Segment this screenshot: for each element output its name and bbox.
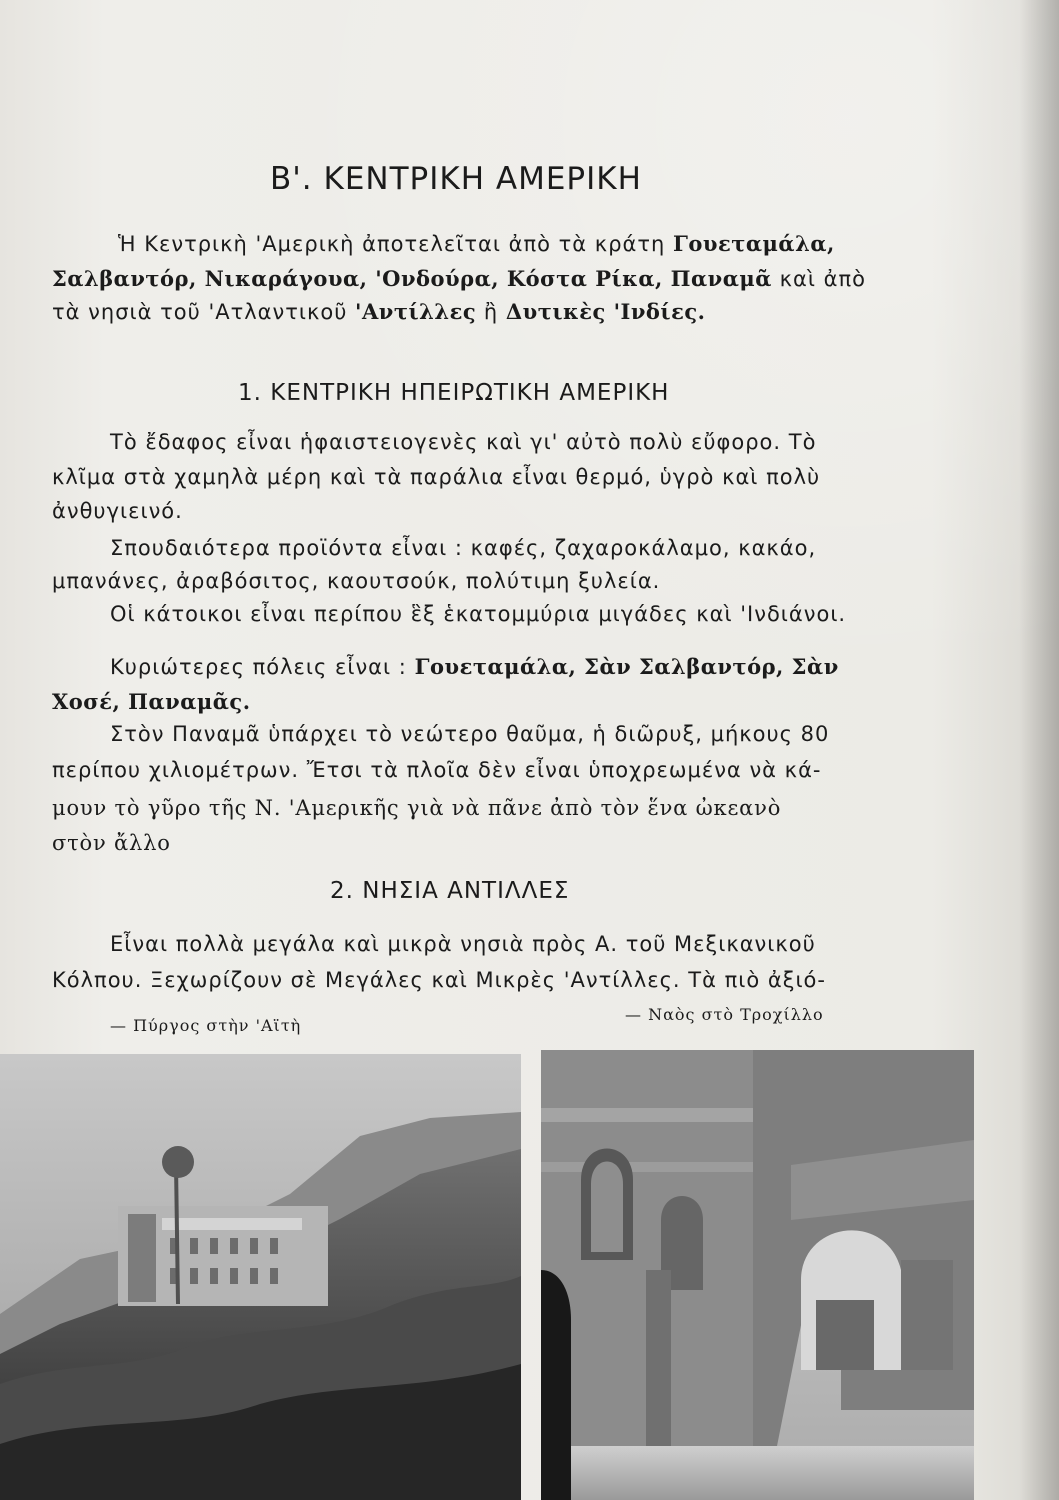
panama-line-2: περίπου χιλιομέτρων. Ἔτσι τὰ πλοῖα δὲν εἶναι ὑποχρεωμένα νὰ κά- — [52, 758, 822, 782]
cities-bold-2: Χοσέ, Παναμᾶς. — [52, 689, 251, 714]
section-1-heading: 1. ΚΕΝΤΡΙΚΗ ΗΠΕΙΡΩΤΙΚΗ ΑΜΕΡΙΚΗ — [238, 380, 670, 406]
haiti-photo-illustration — [0, 1054, 521, 1500]
cities-line-1 — [110, 651, 839, 683]
photo-tower-haiti — [0, 1054, 521, 1500]
intro-line-3 — [52, 296, 705, 328]
panama-line-3: μουν τὸ γῦρο τῆς Ν. 'Αμερικῆς γιὰ νὰ πᾶνε ἀπὸ τὸν ἕνα ὠκεανὸ — [52, 796, 782, 820]
section-1-line-5: μπανάνες, ἀραβόσιτος, καουτσούκ, πολύτιμη ξυλεία. — [52, 569, 661, 593]
intro-line-3-text: τὰ νησιὰ τοῦ 'Ατλαντικοῦ — [52, 300, 348, 324]
intro-line-3-conj: ἢ — [483, 300, 499, 324]
section-2-heading: 2. ΝΗΣΙΑ ΑΝΤΙΛΛΕΣ — [330, 878, 570, 904]
section-1-line-4: Σπουδαιότερα προϊόντα εἶναι : καφές, ζαχαροκάλαμο, κακάο, — [110, 536, 817, 560]
section-1-line-1: Τὸ ἔδαφος εἶναι ἡφαιστειογενὲς καὶ γι' αὐτὸ πολὺ εὔφορο. Τὸ — [110, 430, 817, 454]
section-1-line-3: ἀνθυγιεινό. — [52, 499, 183, 523]
intro-line-2-text: καὶ ἀπὸ — [779, 267, 866, 291]
panama-line-1: Στὸν Παναμᾶ ὑπάρχει τὸ νεώτερο θαῦμα, ἡ διῶρυξ, μήκους 80 — [110, 722, 830, 746]
antilles-term: 'Αντίλλες — [355, 299, 477, 324]
section-2-line-1: Εἶναι πολλὰ μεγάλα καὶ μικρὰ νησιὰ πρὸς Α. τοῦ Μεξικανικοῦ — [110, 932, 816, 956]
countries-list: Σαλβαντόρ, Νικαράγουα, 'Ονδούρα, Κόστα Ρίκα, Παναμᾶ — [52, 266, 772, 291]
intro-line-2 — [52, 263, 866, 295]
trujillo-photo-illustration — [541, 1050, 974, 1500]
section-1-line-2: κλῖμα στὰ χαμηλὰ μέρη καὶ τὰ παράλια εἶναι θερμό, ὑγρὸ καὶ πολὺ — [52, 465, 821, 489]
panama-line-4: στὸν ἄλλο — [52, 831, 171, 855]
cities-label: Κυριώτερες πόλεις εἶναι : — [110, 655, 407, 679]
country-guatemala: Γουεταμάλα, — [673, 231, 835, 256]
caption-right: — Ναὸς στὸ Τροχίλλο — [625, 1005, 824, 1024]
west-indies-term: Δυτικὲς 'Ινδίες. — [505, 299, 706, 324]
caption-left: — Πύργος στὴν 'Αϊτὴ — [110, 1016, 302, 1035]
section-1-line-6: Οἱ κάτοικοι εἶναι περίπου ἓξ ἑκατομμύρια μιγάδες καὶ 'Ινδιάνοι. — [110, 602, 847, 626]
photo-temple-trujillo — [541, 1050, 974, 1500]
section-2-line-2: Κόλπου. Ξεχωρίζουν σὲ Μεγάλες καὶ Μικρὲς 'Αντίλλες. Τὰ πιὸ ἀξιό- — [52, 968, 826, 992]
cities-bold-1: Γουεταμάλα, Σὰν Σαλβαντόρ, Σὰν — [414, 654, 839, 679]
page-title: Β'. ΚΕΝΤΡΙΚΗ ΑΜΕΡΙΚΗ — [270, 161, 642, 197]
intro-line-1 — [118, 228, 835, 260]
page-edge-shadow — [1019, 0, 1059, 1500]
cities-line-2 — [52, 686, 251, 718]
intro-line-1-text: Ἡ Κεντρικὴ 'Αμερικὴ ἀποτελεῖται ἀπὸ τὰ κράτη — [118, 232, 666, 256]
